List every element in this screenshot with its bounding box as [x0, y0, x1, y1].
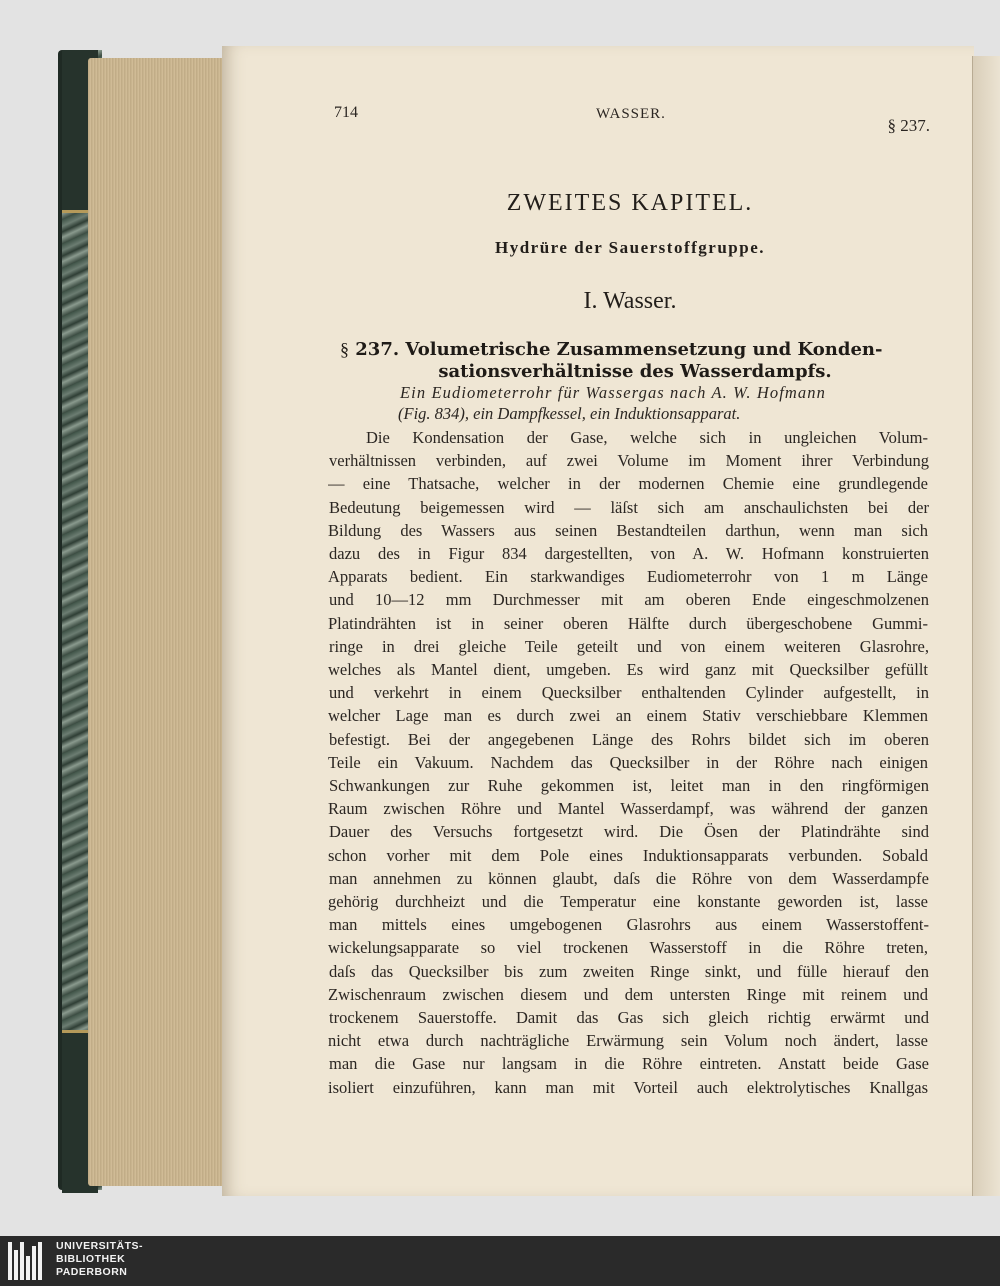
text-line: dazu des in Figur 834 dargestellten, von A. W. Hofmann konstruierten [329, 544, 929, 564]
text-line: und 10—12 mm Durchmesser mit am oberen Ende eingeschmolzenen [329, 590, 929, 610]
body-text [328, 426, 928, 1099]
text-line: Bildung des Wassers aus seinen Bestandteilen darthun, wenn man sich [328, 520, 928, 540]
text-line: Platindrähten ist in seiner oberen Hälfte durch übergeschobene Gummi- [328, 613, 928, 633]
page-number: 714 [334, 104, 358, 121]
running-head [334, 104, 930, 134]
text-line: Bedeutung beigemessen wird — läſst sich am anschaulichsten bei der [329, 497, 929, 517]
text-line: nicht etwa durch nachträgliche Erwärmung sein Volum noch ändert, lasse [328, 1031, 928, 1051]
chapter-subtitle: Hydrüre der Sauerstoffgruppe. [494, 238, 765, 257]
figure-caption [336, 382, 928, 424]
heading-line-1 [340, 338, 930, 361]
section-symbol: § [340, 339, 349, 359]
text-line: Dauer des Versuchs fortgesetzt wird. Die Ösen der Platindrähte sind [329, 822, 929, 842]
text-line: und verkehrt in einem Quecksilber enthaltenden Cylinder aufgestellt, in [329, 683, 929, 703]
text-line: trockenem Sauerstoffe. Damit das Gas sich gleich richtig erwärmt und [329, 1008, 929, 1028]
text-line: Raum zwischen Röhre und Mantel Wasserdampf, was während der ganzen [328, 799, 928, 819]
logo-line-2: BIBLIOTHEK [56, 1253, 126, 1265]
figure-caption-line-2: (Fig. 834), ein Dampfkessel, ein Induktionsapparat. [398, 404, 741, 423]
heading-text-1: Volumetrische Zusammensetzung und Konden- [405, 339, 883, 360]
section-heading [340, 338, 930, 383]
text-line: schon vorher mit dem Pole eines Induktionsapparats verbunden. Sobald [328, 845, 928, 865]
running-section: § 237. [887, 116, 930, 135]
facing-page-edge [972, 56, 1000, 1196]
text-line: Schwankungen zur Ruhe gekommen ist, leitet man in den ringförmigen [329, 776, 929, 796]
logo-line-1: UNIVERSITÄTS- [56, 1240, 144, 1252]
heading-line-2: sationsverhältnisse des Wasserdampfs. [438, 361, 832, 382]
text-line: ringe in drei gleiche Teile geteilt und von einem weiteren Glasrohre, [329, 636, 929, 656]
section-number: 237. [355, 339, 400, 360]
logo-bars-icon [8, 1242, 48, 1280]
figure-caption-line-1: Ein Eudiometerrohr für Wassergas nach A. W. Hofmann [400, 383, 826, 402]
text-line: Die Kondensation der Gase, welche sich in ungleichen Volum- [366, 428, 928, 447]
library-logo [0, 1236, 1000, 1286]
text-line: gehörig durchheizt und die Temperatur eine konstante geworden ist, lasse [328, 892, 928, 912]
text-line: welcher Lage man es durch zwei an einem Stativ verschiebbare Klemmen [328, 706, 928, 726]
text-line: Apparats bedient. Ein starkwandiges Eudiometerrohr von 1 m Länge [328, 567, 928, 587]
text-line: isoliert einzuführen, kann man mit Vorteil auch elektrolytisches Knallgas [328, 1077, 928, 1097]
running-title: WASSER. [596, 106, 666, 122]
text-line: man die Gase nur langsam in die Röhre eintreten. Anstatt beide Gase [329, 1054, 929, 1074]
text-line: Teile ein Vakuum. Nachdem das Quecksilber in der Röhre nach einigen [328, 752, 928, 772]
text-line: man annehmen zu können glaubt, daſs die Röhre von dem Wasserdampfe [329, 868, 929, 888]
text-line: welches als Mantel dient, umgeben. Es wird ganz mit Quecksilber gefüllt [328, 660, 928, 680]
page-edges [88, 58, 228, 1186]
logo-text [56, 1240, 143, 1279]
text-line: man mittels eines umgebogenen Glasrohrs aus einem Wasserstoffent- [329, 915, 929, 935]
text-line: verhältnissen verbinden, auf zwei Volume im Moment ihrer Verbindung [329, 451, 929, 471]
text-line: befestigt. Bei der angegebenen Länge des Rohrs bildet sich im oberen [329, 729, 929, 749]
text-line: wickelungsapparate so viel trockenen Wasserstoff in die Röhre treten, [328, 938, 928, 958]
logo-line-3: PADERBORN [56, 1266, 128, 1278]
text-line: daſs das Quecksilber bis zum zweiten Ringe sinkt, und fülle hierauf den [329, 961, 929, 981]
chapter-title: ZWEITES KAPITEL. [506, 190, 754, 216]
section-title: I. Wasser. [583, 288, 677, 314]
text-line: — eine Thatsache, welcher in der modernen Chemie eine grundlegende [328, 474, 928, 494]
text-line: Zwischenraum zwischen diesem und dem untersten Ringe mit reinem und [328, 984, 928, 1004]
